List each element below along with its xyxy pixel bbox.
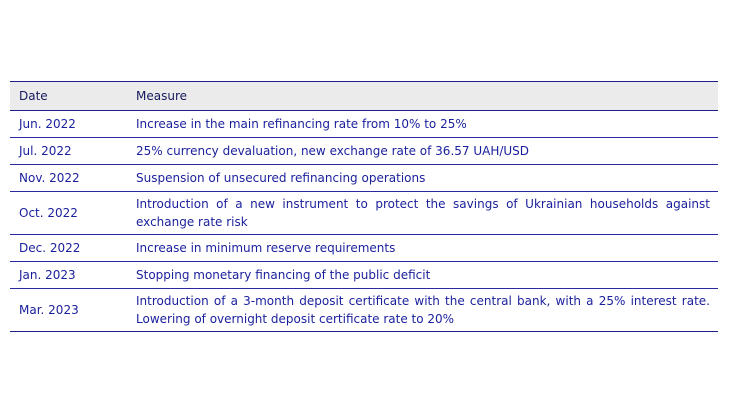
table-header-row — [10, 82, 718, 111]
table-row — [10, 138, 718, 165]
row-measure: Introduction of a 3-month deposit certificate with the central bank, with a 25% interest rate. Lowering of overnight deposit certificate rate to 20% — [136, 289, 718, 332]
row-date: Mar. 2023 — [10, 289, 136, 332]
row-date: Oct. 2022 — [10, 192, 136, 235]
row-measure: Introduction of a new instrument to protect the savings of Ukrainian households against exchange rate risk — [136, 192, 718, 235]
row-date: Jul. 2022 — [10, 138, 136, 165]
table-row — [10, 235, 718, 262]
column-header-date: Date — [10, 82, 136, 111]
table-row — [10, 165, 718, 192]
row-date: Dec. 2022 — [10, 235, 136, 262]
row-measure: Increase in minimum reserve requirements — [136, 235, 718, 262]
table-row — [10, 262, 718, 289]
row-date: Jan. 2023 — [10, 262, 136, 289]
table-row — [10, 289, 718, 332]
row-measure: Suspension of unsecured refinancing operations — [136, 165, 718, 192]
table-row — [10, 192, 718, 235]
row-date: Nov. 2022 — [10, 165, 136, 192]
table-row — [10, 111, 718, 138]
measures-table — [10, 81, 718, 332]
row-date: Jun. 2022 — [10, 111, 136, 138]
row-measure: Stopping monetary financing of the public deficit — [136, 262, 718, 289]
row-measure: Increase in the main refinancing rate from 10% to 25% — [136, 111, 718, 138]
row-measure: 25% currency devaluation, new exchange rate of 36.57 UAH/USD — [136, 138, 718, 165]
column-header-measure: Measure — [136, 82, 718, 111]
